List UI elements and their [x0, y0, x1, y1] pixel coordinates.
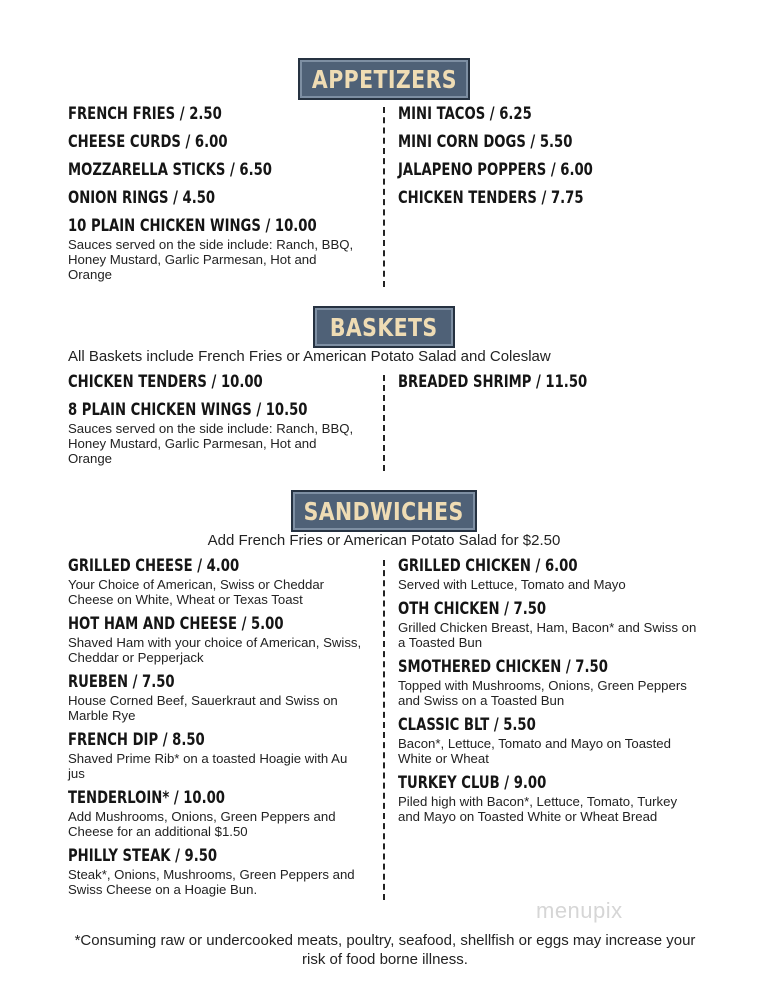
- menu-item-description: Grilled Chicken Breast, Ham, Bacon* and Swiss on a Toasted Bun: [398, 620, 697, 650]
- menu-item-name: TURKEY CLUB / 9.00: [398, 773, 547, 792]
- menu-item-name: SMOTHERED CHICKEN / 7.50: [398, 657, 608, 676]
- menu-item: [398, 187, 698, 209]
- menu-item-name: RUEBEN / 7.50: [68, 672, 175, 691]
- sandwiches-divider: [383, 560, 385, 900]
- menu-item: [68, 159, 358, 181]
- menu-item-name: JALAPENO POPPERS / 6.00: [398, 160, 593, 179]
- menu-item-name: MINI CORN DOGS / 5.50: [398, 132, 573, 151]
- menu-item: [398, 772, 698, 824]
- sandwiches-left-column: [68, 555, 366, 903]
- menu-item-name: PHILLY STEAK / 9.50: [68, 846, 218, 865]
- menu-item-description: Shaved Prime Rib* on a toasted Hoagie with Au jus: [68, 751, 348, 781]
- menu-item: [398, 714, 698, 766]
- menu-item-name: CHEESE CURDS / 6.00: [68, 132, 228, 151]
- menu-item-name: CLASSIC BLT / 5.50: [398, 715, 536, 734]
- menu-item: [398, 159, 698, 181]
- sandwiches-note: Add French Fries or American Potato Salad for $2.50: [207, 532, 561, 549]
- menu-item: [398, 371, 698, 393]
- baskets-note: All Baskets include French Fries or American Potato Salad and Coleslaw: [68, 348, 551, 365]
- menu-item: [68, 613, 366, 665]
- menu-item: [398, 555, 698, 592]
- menu-item: [398, 656, 698, 708]
- menu-item: [68, 187, 358, 209]
- menu-item: [68, 399, 358, 466]
- menu-item-name: FRENCH FRIES / 2.50: [68, 104, 222, 123]
- menu-item: [68, 131, 358, 153]
- menu-item-name: 10 PLAIN CHICKEN WINGS / 10.00: [68, 216, 317, 235]
- menu-item: [68, 103, 358, 125]
- appetizers-left-column: [68, 103, 358, 288]
- food-safety-disclaimer: *Consuming raw or undercooked meats, poultry, seafood, shellfish or eggs may increase your risk of food borne illness.: [74, 932, 696, 968]
- menu-item-name: BREADED SHRIMP / 11.50: [398, 372, 588, 391]
- menu-item-name: GRILLED CHICKEN / 6.00: [398, 556, 578, 575]
- menu-item-name: CHICKEN TENDERS / 10.00: [68, 372, 263, 391]
- menu-item-name: 8 PLAIN CHICKEN WINGS / 10.50: [68, 400, 308, 419]
- menu-item-name: ONION RINGS / 4.50: [68, 188, 216, 207]
- menu-item: [68, 371, 358, 393]
- menu-item: [68, 671, 366, 723]
- menu-item-name: HOT HAM AND CHEESE / 5.00: [68, 614, 284, 633]
- menu-item-name: GRILLED CHEESE / 4.00: [68, 556, 240, 575]
- menu-item-name: OTH CHICKEN / 7.50: [398, 599, 547, 618]
- menu-item: [398, 103, 698, 125]
- menu-item-name: MOZZARELLA STICKS / 6.50: [68, 160, 272, 179]
- menupix-watermark: menupix: [536, 898, 623, 923]
- sandwiches-title: SANDWICHES: [303, 496, 465, 526]
- menu-item-description: Shaved Ham with your choice of American, Swiss, Cheddar or Pepperjack: [68, 635, 362, 665]
- menu-item-name: FRENCH DIP / 8.50: [68, 730, 205, 749]
- menu-item-description: Steak*, Onions, Mushrooms, Green Peppers and Swiss Cheese on a Hoagie Bun.: [68, 867, 355, 897]
- menu-item-description: House Corned Beef, Sauerkraut and Swiss on Marble Rye: [68, 693, 338, 723]
- menu-item-description: Piled high with Bacon*, Lettuce, Tomato, Turkey and Mayo on Toasted White or Wheat Bread: [398, 794, 678, 824]
- appetizers-banner: [298, 58, 470, 100]
- menu-item-description: Your Choice of American, Swiss or Cheddar Cheese on White, Wheat or Texas Toast: [68, 577, 325, 607]
- appetizers-right-column: [398, 103, 698, 215]
- sandwiches-right-column: [398, 555, 698, 830]
- menu-item-name: CHICKEN TENDERS / 7.75: [398, 188, 584, 207]
- appetizers-divider: [383, 107, 385, 287]
- baskets-right-column: [398, 371, 698, 399]
- menu-item: [68, 555, 366, 607]
- menu-item-description: Served with Lettuce, Tomato and Mayo: [398, 577, 626, 592]
- menu-item: [68, 787, 366, 839]
- menu-item: [68, 845, 366, 897]
- sandwiches-banner: [291, 490, 477, 532]
- menu-item-description: Bacon*, Lettuce, Tomato and Mayo on Toasted White or Wheat: [398, 736, 671, 766]
- menu-item-name: MINI TACOS / 6.25: [398, 104, 532, 123]
- menu-item-description: Add Mushrooms, Onions, Green Peppers and Cheese for an additional $1.50: [68, 809, 336, 839]
- appetizers-title: APPETIZERS: [311, 64, 457, 94]
- menu-item-description: Sauces served on the side include: Ranch, BBQ, Honey Mustard, Garlic Parmesan, Hot and Orange: [68, 421, 354, 466]
- baskets-title: BASKETS: [330, 312, 438, 342]
- baskets-left-column: [68, 371, 358, 472]
- menu-item: [68, 215, 358, 282]
- menu-item: [398, 598, 698, 650]
- menu-item-name: TENDERLOIN* / 10.00: [68, 788, 225, 807]
- menu-item: [68, 729, 366, 781]
- menu-item-description: Topped with Mushrooms, Onions, Green Peppers and Swiss on a Toasted Bun: [398, 678, 687, 708]
- baskets-divider: [383, 375, 385, 471]
- baskets-banner: [313, 306, 455, 348]
- menu-item: [398, 131, 698, 153]
- menu-item-description: Sauces served on the side include: Ranch, BBQ, Honey Mustard, Garlic Parmesan, Hot and Orange: [68, 237, 354, 282]
